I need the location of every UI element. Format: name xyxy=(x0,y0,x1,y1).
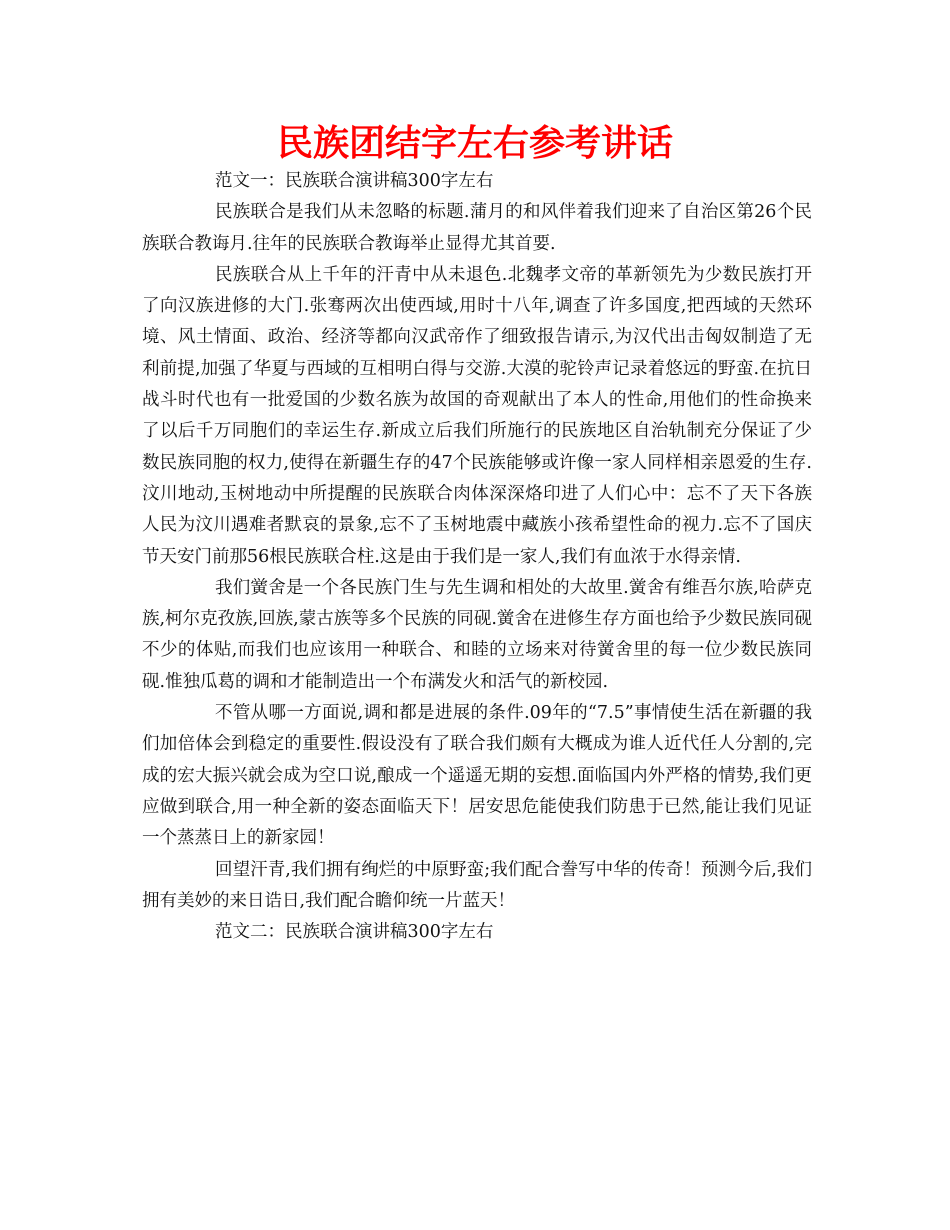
paragraph-conclusion: 回望汗青,我们拥有绚烂的中原野蛮;我们配合誊写中华的传奇！预测今后,我们拥有美妙的来日诰日,我们配合瞻仰统一片蓝天！ xyxy=(142,859,812,911)
section-heading-2: 范文二：民族联合演讲稿300字左右 xyxy=(215,922,494,943)
paragraph-history: 民族联合从上千年的汗青中从未退色.北魏孝文帝的革新领先为少数民族打开了向汉族进修的大门.张骞两次出使西域,用时十八年,调查了许多国度,把西域的天然环境、风土情面、政治、经济等都向汉武帝作了细致报告请示,为汉代出击匈奴制造了无利前提,加强了华夏与西域的互相明白得与交游.大漠的驼铃声记录着悠远的野蛮.在抗日战斗时代也有一批爱国的少数名族为故国的奇观献出了本人的性命,用他们的性命换来了以后千万同胞们的幸运生存.新成立后我们所施行的民族地区自治轨制充分保证了少数民族同胞的权力,使得在新疆生存的47个民族能够或许像一家人同样相亲恩爱的生存.汶川地动,玉树地动中所提醒的民族联合肉体深深烙印进了人们心中：忘不了天下各族人民为汶川遇难者默哀的景象,忘不了玉树地震中藏族小孩希望性命的视力.忘不了国庆节天安门前那56根民族联合柱.这是由于我们是一家人,我们有血浓于水得亲情. xyxy=(142,264,812,567)
paragraph-harmony: 不管从哪一方面说,调和都是进展的条件.09年的“7.5”事情使生活在新疆的我们加倍体会到稳定的重要性.假设没有了联合我们颇有大概成为谁人近代任人分割的,完成的宏大振兴就会成为空口说,酿成一个遥遥无期的妄想.面临国内外严格的情势,我们更应做到联合,用一种全新的姿态面临天下！居安思危能使我们防患于已然,能让我们见证一个蒸蒸日上的新家园！ xyxy=(142,703,812,849)
document-title: 民族团结字左右参考讲话 xyxy=(276,123,673,164)
section-heading-1: 范文一：民族联合演讲稿300字左右 xyxy=(215,171,494,191)
paragraph-school: 我们黉舍是一个各民族门生与先生调和相处的大故里.黉舍有维吾尔族,哈萨克族,柯尔克孜族,回族,蒙古族等多个民族的同砚.黉舍在进修生存方面也给予少数民族同砚不少的体贴,而我们也应该用一种联合、和睦的立场来对待黉舍里的每一位少数民族同砚.惟独瓜葛的调和才能制造出一个布满发火和活气的新校园. xyxy=(142,577,812,692)
paragraph-intro: 民族联合是我们从未忽略的标题.蒲月的和风伴着我们迎来了自治区第26个民族联合教诲月.往年的民族联合教诲举止显得尤其首要. xyxy=(142,202,812,254)
document-body xyxy=(142,166,812,948)
